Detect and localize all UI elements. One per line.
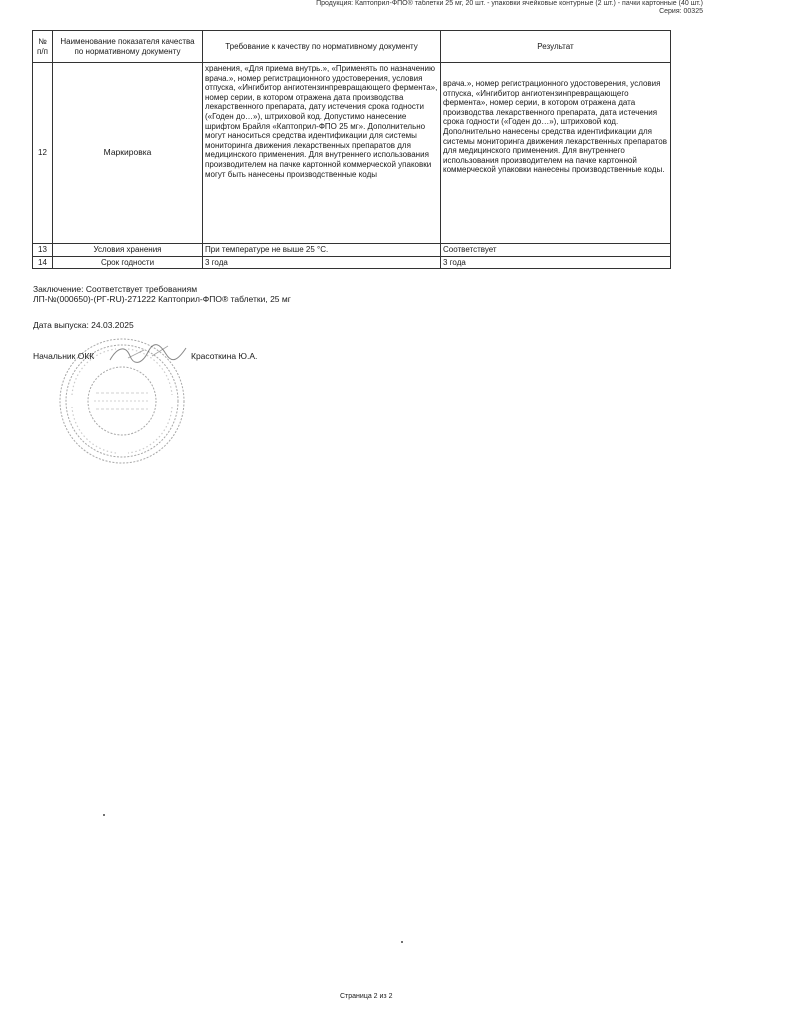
table-row <box>33 256 671 269</box>
col-header-result: Результат <box>441 31 671 63</box>
page-number: Страница 2 из 2 <box>340 993 393 1000</box>
row-requirement: При температуре не выше 25 °С. <box>203 244 441 257</box>
row-result: 3 года <box>441 256 671 269</box>
row-indicator: Маркировка <box>53 63 203 244</box>
table-row <box>33 244 671 257</box>
row-num: 12 <box>33 63 53 244</box>
conclusion-line-1: Заключение: Соответствует требованиям <box>33 284 198 294</box>
quality-table <box>32 30 671 269</box>
handwritten-signature <box>108 340 188 366</box>
conclusion-line-2: ЛП-№(000650)-(РГ-RU)-271222 Каптоприл-ФПО® таблетки, 25 мг <box>33 294 291 304</box>
header-product-line: Продукция: Каптоприл-ФПО® таблетки 25 мг, 20 шт. - упаковки ячейковые контурные (2 шт.) - пачки картонные (40 шт.) <box>316 0 703 7</box>
row-requirement: 3 года <box>203 256 441 269</box>
row-indicator: Условия хранения <box>53 244 203 257</box>
col-header-indicator: Наименование показателя качества по нормативному документу <box>53 31 203 63</box>
signatory-position: Начальник ОКК <box>33 351 95 361</box>
scan-speck <box>401 941 403 943</box>
row-result: врача.», номер регистрационного удостоверения, условия отпуска, «Ингибитор ангиотензинпревращающего фермента», номер серии, в котором отражена дата производства лекарственного препарата, дата истечения срока годности («Годен до…»), штриховой код. Дополнительно нанесены средства идентификации для системы мониторинга движения лекарственных препаратов для медицинского применения. Для внутреннего использования производителем на пачке картонной коммерческой упаковки нанесены производственные коды. <box>441 63 671 244</box>
row-num: 14 <box>33 256 53 269</box>
col-header-requirement: Требование к качеству по нормативному документу <box>203 31 441 63</box>
row-indicator: Срок годности <box>53 256 203 269</box>
table-row <box>33 63 671 244</box>
scan-speck <box>103 814 105 816</box>
col-header-num: № п/п <box>33 31 53 63</box>
row-num: 13 <box>33 244 53 257</box>
header-series: Серия: 00325 <box>659 8 703 15</box>
signatory-name: Красоткина Ю.А. <box>191 351 258 361</box>
row-requirement: хранения, «Для приема внутрь.», «Применять по назначению врача.», номер регистрационного удостоверения, условия отпуска, «Ингибитор ангиотензинпревращающего фермента», номер серии, в котором отражена дата производства лекарственного препарата, дату истечения срока годности («Годен до…»), штриховой код. Допустимо нанесение шрифтом Брайля «Каптоприл-ФПО 25 мг». Дополнительно могут наноситься средства идентификации для системы мониторинга движения лекарственных препаратов для медицинского применения. Для внутреннего использования производителем на пачке картонной коммерческой упаковки могут быть нанесены производственные коды <box>203 63 441 244</box>
row-result: Соответствует <box>441 244 671 257</box>
issue-date: Дата выпуска: 24.03.2025 <box>33 320 134 330</box>
table-header-row <box>33 31 671 63</box>
